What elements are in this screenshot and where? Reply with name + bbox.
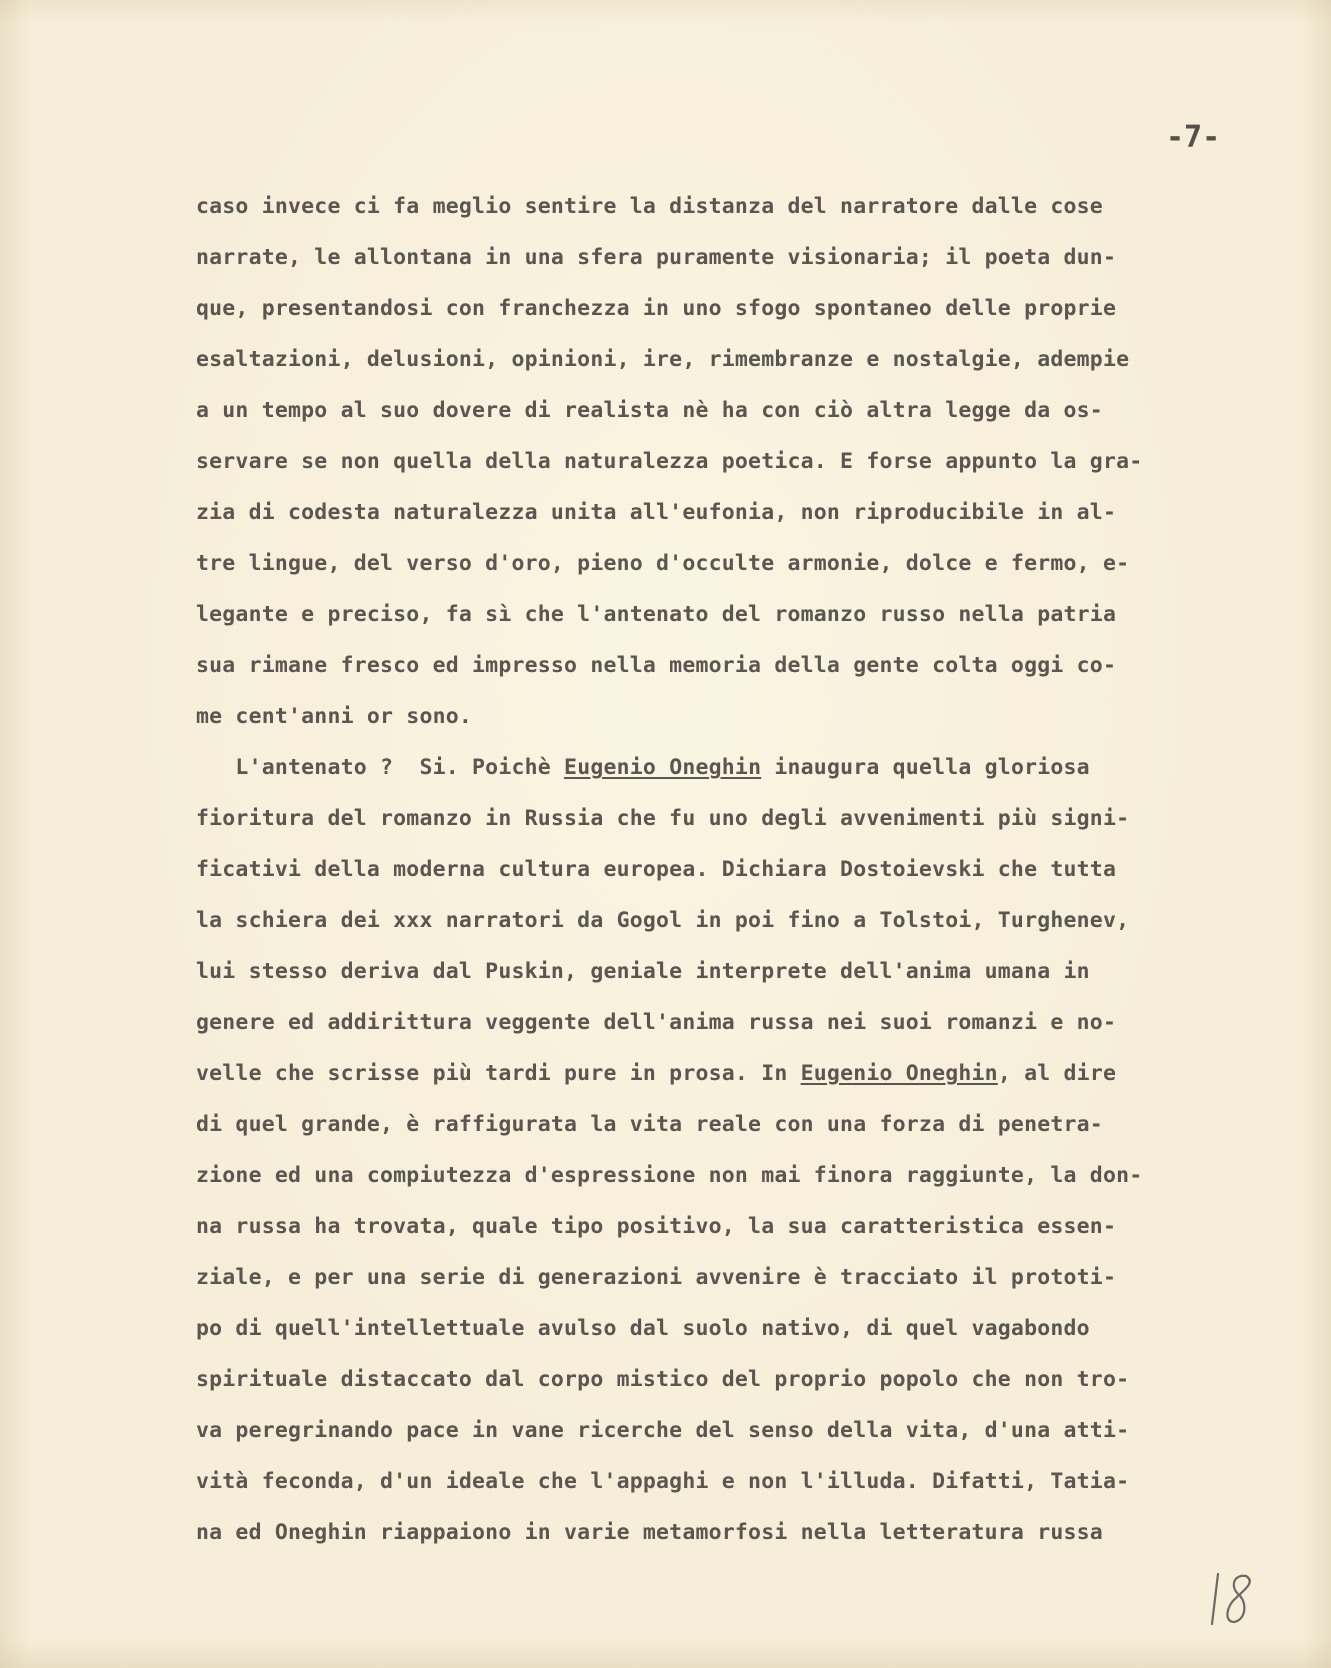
text-line bbox=[196, 1416, 1296, 1467]
text-segment: spirituale distaccato dal corpo mistico del proprio popolo che non tro- bbox=[196, 1367, 1130, 1392]
text-line bbox=[196, 1365, 1296, 1416]
text-segment: tre lingue, del verso d'oro, pieno d'occulte armonie, dolce e fermo, e- bbox=[196, 551, 1130, 576]
text-segment: velle che scrisse più tardi pure in prosa. In bbox=[196, 1061, 801, 1086]
text-line bbox=[196, 294, 1296, 345]
text-segment: legante e preciso, fa sì che l'antenato del romanzo russo nella patria bbox=[196, 602, 1117, 627]
text-segment: esaltazioni, delusioni, opinioni, ire, rimembranze e nostalgie, adempie bbox=[196, 347, 1130, 372]
text-line bbox=[196, 906, 1296, 957]
text-line bbox=[196, 651, 1296, 702]
text-line bbox=[196, 1059, 1296, 1110]
text-segment: po di quell'intellettuale avulso dal suolo nativo, di quel vagabondo bbox=[196, 1316, 1090, 1341]
text-line bbox=[196, 498, 1296, 549]
underlined-title: Eugenio Oneghin bbox=[800, 1061, 998, 1086]
text-line bbox=[196, 447, 1296, 498]
body-text bbox=[196, 192, 1296, 1569]
text-segment: zia di codesta naturalezza unita all'eufonia, non riproducibile in al- bbox=[196, 500, 1117, 525]
text-line bbox=[196, 1110, 1296, 1161]
text-line bbox=[196, 1008, 1296, 1059]
text-segment: servare se non quella della naturalezza poetica. E forse appunto la gra- bbox=[196, 449, 1143, 474]
text-segment: ziale, e per una serie di generazioni avvenire è tracciato il prototi- bbox=[196, 1265, 1117, 1290]
text-segment: sua rimane fresco ed impresso nella memoria della gente colta oggi co- bbox=[196, 653, 1117, 678]
text-segment: fioritura del romanzo in Russia che fu uno degli avvenimenti più signi- bbox=[196, 806, 1130, 831]
text-line bbox=[196, 243, 1296, 294]
text-segment: me cent'anni or sono. bbox=[196, 704, 473, 729]
text-line bbox=[196, 1518, 1296, 1569]
text-line bbox=[196, 1467, 1296, 1518]
text-line bbox=[196, 804, 1296, 855]
text-line bbox=[196, 957, 1296, 1008]
text-line bbox=[196, 1212, 1296, 1263]
text-segment: a un tempo al suo dovere di realista nè ha con ciò altra legge da os- bbox=[196, 398, 1103, 423]
text-segment: na russa ha trovata, quale tipo positivo, la sua caratteristica essen- bbox=[196, 1214, 1117, 1239]
text-line bbox=[196, 600, 1296, 651]
text-line bbox=[196, 702, 1296, 753]
handwritten-folio-number bbox=[1204, 1568, 1264, 1630]
text-segment: narrate, le allontana in una sfera puramente visionaria; il poeta dun- bbox=[196, 245, 1117, 270]
text-segment: L'antenato ? Si. Poichè bbox=[196, 755, 565, 780]
text-segment: inaugura quella gloriosa bbox=[761, 755, 1090, 780]
text-line bbox=[196, 753, 1296, 804]
page-number: -7- bbox=[1166, 120, 1221, 155]
text-segment: vità feconda, d'un ideale che l'appaghi e non l'illuda. Difatti, Tatia- bbox=[196, 1469, 1130, 1494]
text-line bbox=[196, 1263, 1296, 1314]
text-line bbox=[196, 1314, 1296, 1365]
text-segment: ficativi della moderna cultura europea. Dichiara Dostoievski che tutta bbox=[196, 857, 1117, 882]
text-segment: na ed Oneghin riappaiono in varie metamorfosi nella letteratura russa bbox=[196, 1520, 1103, 1545]
text-segment: va peregrinando pace in vane ricerche del senso della vita, d'una atti- bbox=[196, 1418, 1130, 1443]
text-segment: que, presentandosi con franchezza in uno sfogo spontaneo delle proprie bbox=[196, 296, 1117, 321]
text-segment: di quel grande, è raffigurata la vita reale con una forza di penetra- bbox=[196, 1112, 1103, 1137]
text-line bbox=[196, 549, 1296, 600]
text-segment: lui stesso deriva dal Puskin, geniale interprete dell'anima umana in bbox=[196, 959, 1090, 984]
text-segment: , al dire bbox=[997, 1061, 1117, 1086]
text-segment: genere ed addirittura veggente dell'anima russa nei suoi romanzi e no- bbox=[196, 1010, 1117, 1035]
text-line bbox=[196, 1161, 1296, 1212]
text-segment: la schiera dei xxx narratori da Gogol in poi fino a Tolstoi, Turghenev, bbox=[196, 908, 1130, 933]
text-line bbox=[196, 855, 1296, 906]
text-segment: zione ed una compiutezza d'espressione non mai finora raggiunte, la don- bbox=[196, 1163, 1143, 1188]
underlined-title: Eugenio Oneghin bbox=[564, 755, 762, 780]
text-line bbox=[196, 396, 1296, 447]
text-segment: caso invece ci fa meglio sentire la distanza del narratore dalle cose bbox=[196, 194, 1103, 219]
text-line bbox=[196, 192, 1296, 243]
text-line bbox=[196, 345, 1296, 396]
